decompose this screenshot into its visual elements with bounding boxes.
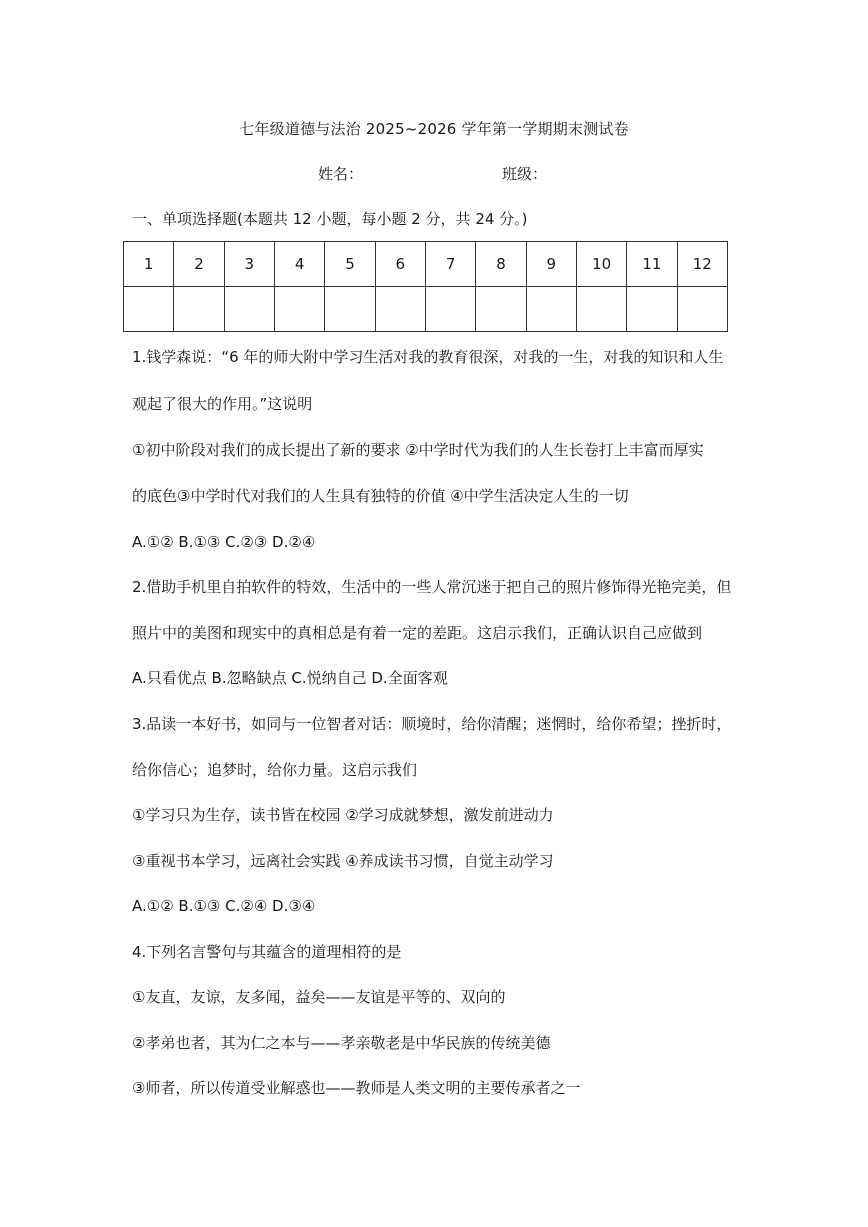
answer-cell bbox=[526, 287, 576, 332]
question-number-cell: 4 bbox=[274, 242, 324, 287]
answer-cell bbox=[325, 287, 375, 332]
exam-title: 七年级道德与法治 2025~2026 学年第一学期期末测试卷 bbox=[239, 120, 629, 138]
answer-cell bbox=[576, 287, 626, 332]
answer-cell bbox=[425, 287, 475, 332]
answer-table-answer-row bbox=[124, 287, 728, 332]
question-2-stem-cont: 照片中的美图和现实中的真相总是有着一定的差距。这启示我们，正确认识自己应做到 bbox=[132, 624, 703, 642]
question-3-options: A.①② B.①③ C.②④ D.③④ bbox=[132, 897, 316, 915]
answer-cell bbox=[274, 287, 324, 332]
question-3-statements-cont: ③重视书本学习，远离社会实践 ④养成读书习惯，自觉主动学习 bbox=[132, 852, 554, 870]
question-number-cell: 9 bbox=[526, 242, 576, 287]
class-label: 班级： bbox=[502, 165, 548, 183]
section-heading: 一、单项选择题(本题共 12 小题，每小题 2 分，共 24 分。) bbox=[132, 210, 528, 228]
question-4-statement-1: ①友直，友谅，友多闻，益矣——友谊是平等的、双向的 bbox=[132, 988, 506, 1006]
answer-cell bbox=[476, 287, 526, 332]
answer-cell bbox=[677, 287, 727, 332]
answer-cell bbox=[627, 287, 677, 332]
answer-cell bbox=[124, 287, 174, 332]
answer-cell bbox=[224, 287, 274, 332]
question-number-cell: 12 bbox=[677, 242, 727, 287]
question-number-cell: 7 bbox=[425, 242, 475, 287]
question-4-statement-2: ②孝弟也者，其为仁之本与——孝亲敬老是中华民族的传统美德 bbox=[132, 1034, 551, 1052]
question-number-cell: 2 bbox=[174, 242, 224, 287]
question-4-statement-3: ③师者，所以传道受业解惑也——教师是人类文明的主要传承者之一 bbox=[132, 1079, 581, 1097]
question-2-options: A.只看优点 B.忽略缺点 C.悦纳自己 D.全面客观 bbox=[132, 669, 448, 687]
answer-table bbox=[123, 241, 728, 332]
question-1-options: A.①② B.①③ C.②③ D.②④ bbox=[132, 533, 316, 551]
question-number-cell: 11 bbox=[627, 242, 677, 287]
answer-cell bbox=[174, 287, 224, 332]
question-3-statements: ①学习只为生存，读书皆在校园 ②学习成就梦想，激发前进动力 bbox=[132, 806, 554, 824]
question-3-stem-cont: 给你信心；追梦时，给你力量。这启示我们 bbox=[132, 761, 418, 779]
answer-cell bbox=[375, 287, 425, 332]
question-number-cell: 1 bbox=[124, 242, 174, 287]
question-number-cell: 8 bbox=[476, 242, 526, 287]
answer-table-number-row bbox=[124, 242, 728, 287]
question-1-statements: ①初中阶段对我们的成长提出了新的要求 ②中学时代为我们的人生长卷打上丰富而厚实 bbox=[132, 441, 704, 459]
question-3-stem: 3.品读一本好书，如同与一位智者对话：顺境时，给你清醒；迷惘时，给你希望；挫折时， bbox=[132, 715, 732, 733]
student-info-line bbox=[0, 164, 868, 184]
question-1-statements-cont: 的底色③中学时代对我们的人生具有独特的价值 ④中学生活决定人生的一切 bbox=[132, 487, 629, 505]
question-number-cell: 5 bbox=[325, 242, 375, 287]
name-label: 姓名： bbox=[318, 165, 364, 183]
question-2-stem: 2.借助手机里自拍软件的特效，生活中的一些人常沉迷于把自己的照片修饰得光艳完美，但 bbox=[132, 578, 732, 596]
question-4-stem: 4.下列名言警句与其蕴含的道理相符的是 bbox=[132, 943, 402, 961]
question-number-cell: 3 bbox=[224, 242, 274, 287]
question-1-stem-cont: 观起了很大的作用。”这说明 bbox=[132, 395, 313, 413]
question-number-cell: 10 bbox=[576, 242, 626, 287]
question-1-stem: 1.钱学森说：“6 年的师大附中学习生活对我的教育很深，对我的一生，对我的知识和人生 bbox=[132, 348, 724, 366]
question-number-cell: 6 bbox=[375, 242, 425, 287]
